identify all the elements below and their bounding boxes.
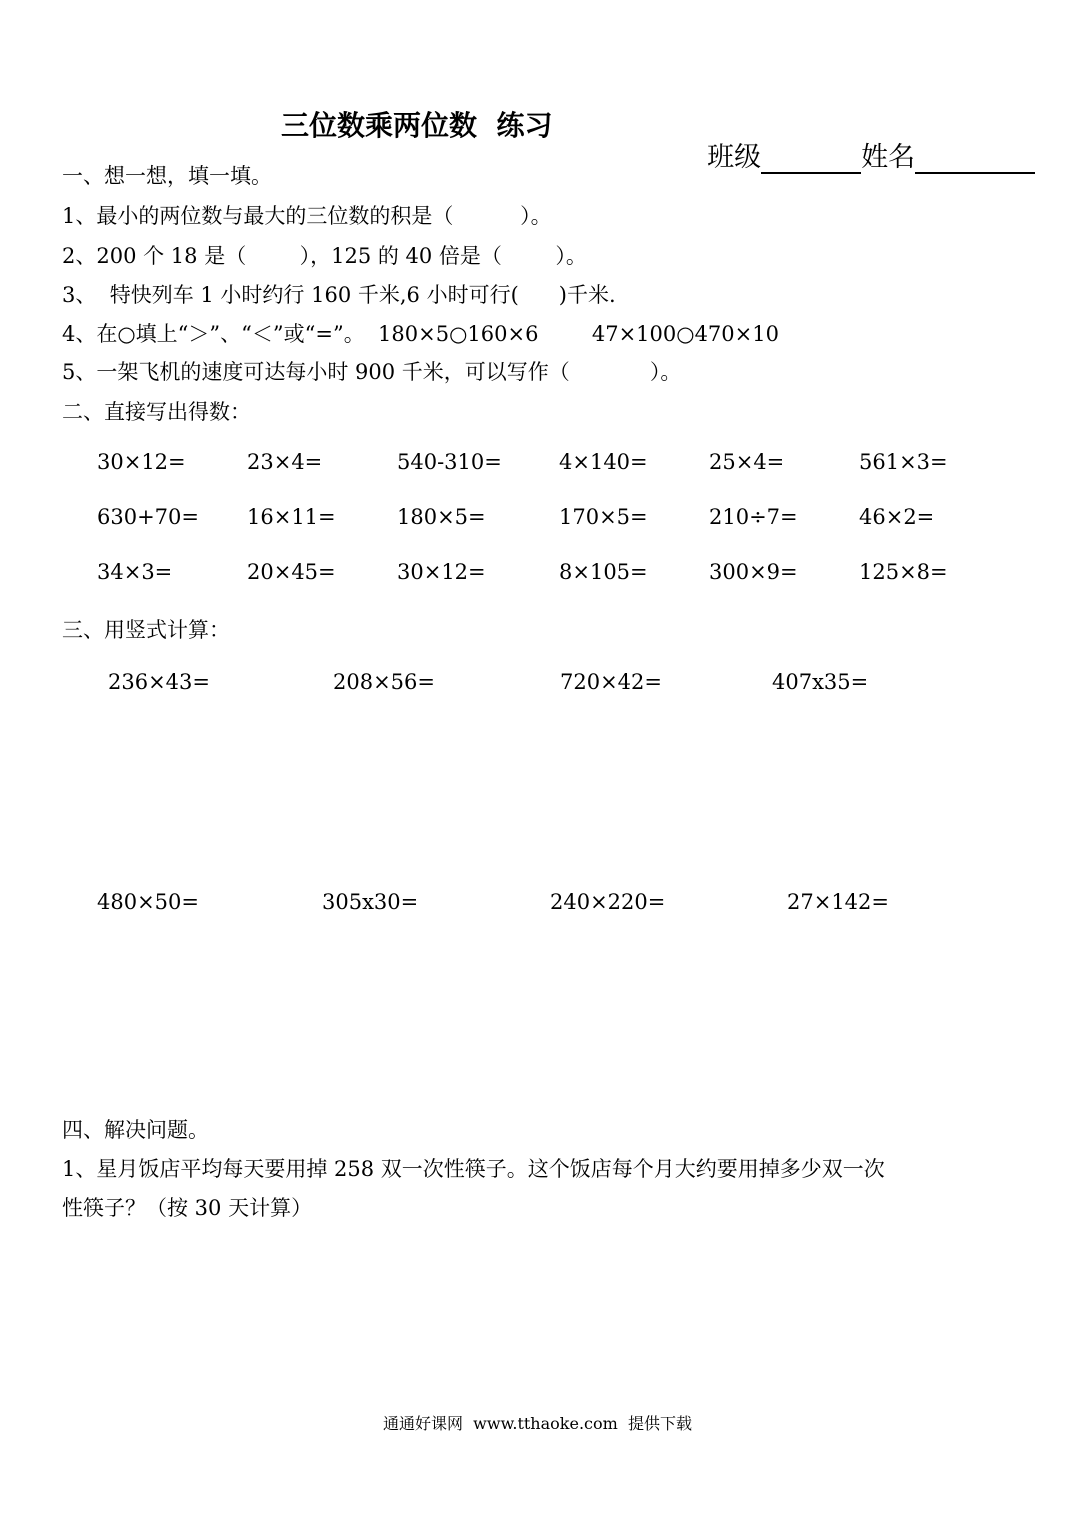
vertical-calc: 240×220= bbox=[550, 890, 666, 914]
question-1-1: 1、最小的两位数与最大的三位数的积是（ ）。 bbox=[62, 204, 552, 228]
section1-heading: 一、想一想，填一填。 bbox=[62, 164, 272, 188]
mental-calc: 630+70= bbox=[97, 505, 199, 529]
footer-credit: 通通好课网 www.tthaoke.com 提供下载 bbox=[383, 1414, 692, 1433]
mental-calc: 125×8= bbox=[859, 560, 948, 584]
mental-calc: 170×5= bbox=[559, 505, 648, 529]
question-1-4: 4、在○填上“＞”、“＜”或“=”。 180×5○160×6 47×100○470×10 bbox=[62, 322, 779, 346]
vertical-calc: 208×56= bbox=[333, 670, 435, 694]
mental-calc: 540-310= bbox=[397, 450, 502, 474]
section3-heading: 三、用竖式计算： bbox=[62, 618, 230, 642]
class-blank[interactable] bbox=[761, 144, 861, 174]
mental-calc: 8×105= bbox=[559, 560, 648, 584]
vertical-calc: 27×142= bbox=[787, 890, 889, 914]
vertical-calc: 720×42= bbox=[560, 670, 662, 694]
section2-heading: 二、直接写出得数： bbox=[62, 400, 251, 424]
vertical-calc: 305x30= bbox=[322, 890, 419, 914]
mental-calc: 25×4= bbox=[709, 450, 785, 474]
vertical-calc: 236×43= bbox=[108, 670, 210, 694]
mental-calc: 210÷7= bbox=[709, 505, 798, 529]
name-label: 姓名 bbox=[861, 142, 916, 173]
problem-1-line1: 1、星月饭店平均每天要用掉 258 双一次性筷子。这个饭店每个月大约要用掉多少双一次 bbox=[62, 1157, 885, 1181]
mental-calc: 20×45= bbox=[247, 560, 336, 584]
mental-calc: 300×9= bbox=[709, 560, 798, 584]
mental-calc: 30×12= bbox=[97, 450, 186, 474]
mental-calc: 46×2= bbox=[859, 505, 935, 529]
mental-calc: 16×11= bbox=[247, 505, 336, 529]
mental-calc: 23×4= bbox=[247, 450, 323, 474]
class-field bbox=[690, 104, 1035, 174]
mental-calc: 180×5= bbox=[397, 505, 486, 529]
question-1-2: 2、200 个 18 是（ ），125 的 40 倍是（ ）。 bbox=[62, 244, 587, 268]
mental-calc: 30×12= bbox=[397, 560, 486, 584]
problem-1-line2: 性筷子？（按 30 天计算） bbox=[62, 1196, 313, 1220]
vertical-calc: 480×50= bbox=[97, 890, 199, 914]
class-label: 班级 bbox=[707, 142, 762, 173]
name-blank[interactable] bbox=[915, 144, 1035, 174]
question-1-3: 3、 特快列车 1 小时约行 160 千米,6 小时可行( )千米. bbox=[62, 283, 616, 307]
question-1-5: 5、一架飞机的速度可达每小时 900 千米，可以写作（ ）。 bbox=[62, 360, 682, 384]
mental-calc: 561×3= bbox=[859, 450, 948, 474]
section4-heading: 四、解决问题。 bbox=[62, 1118, 209, 1142]
mental-calc: 4×140= bbox=[559, 450, 648, 474]
page-title: 三位数乘两位数 练习 bbox=[281, 109, 553, 142]
mental-calc: 34×3= bbox=[97, 560, 173, 584]
vertical-calc: 407x35= bbox=[772, 670, 869, 694]
